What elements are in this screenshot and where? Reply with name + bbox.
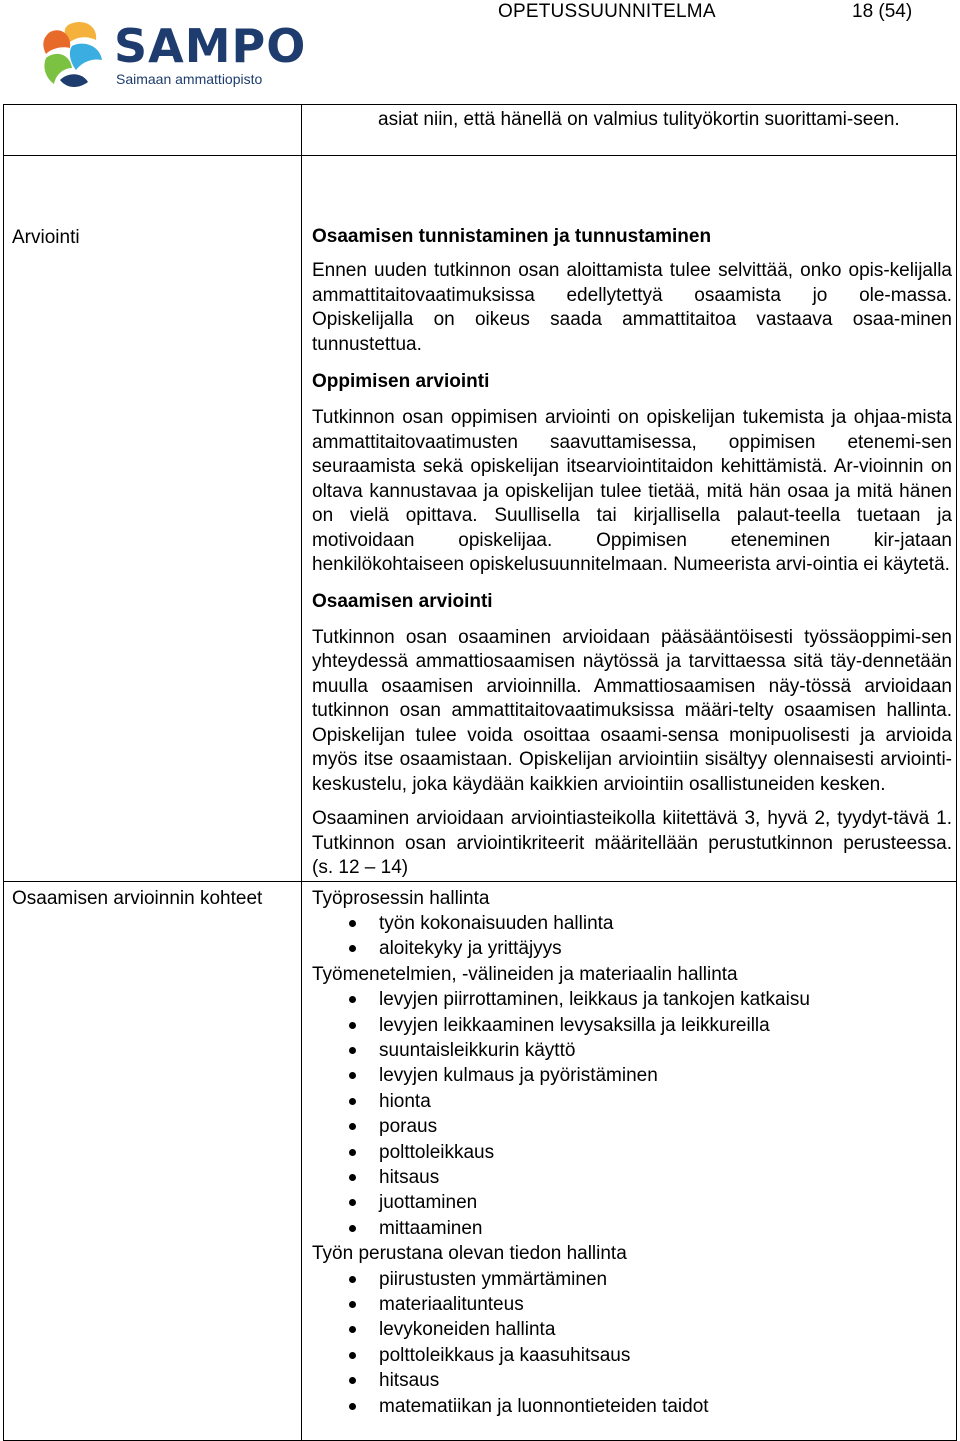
section-heading: Osaamisen tunnistaminen ja tunnustaminen [312,226,712,247]
section-paragraph: Ennen uuden tutkinnon osan aloittamista tulee selvittää, onko opis-kelijalla ammattitaitovaatimuksissa edellytettyä osaamista jo ole-massa. Opiskelijalla on oikeus saada ammattitaitoa vastaava osaa-minen tunnustettua. [312,260,952,355]
bullet-icon [349,1377,356,1384]
list-item: matematiikan ja luonnontieteiden taidot [312,1394,952,1419]
bullet-icon [349,1098,356,1105]
logo-subtitle: Saimaan ammattiopisto [116,71,263,87]
section-paragraph: Tutkinnon osan osaaminen arvioidaan pääsääntöisesti työssäoppimi-sen yhteydessä ammattiosaamisen näytössä ja tarvittaessa sitä täy-dennetään muulla osaamisen arvioinnilla. Ammattiosaamisen näy-tössä arvioidaan tutkinnon osan ammattitaitovaatimuksissa määri-telty osaamisen hallinta. Opiskelijan tulee voida osoittaa osaami-sensa monipuolisesti ja arvioida myös itse osaamistaan. Opiskelijan arviointiin sisältyy olennaisesti arviointi-keskustelu, joka käydään kaikkien arviointiin osallistuneiden kesken. [312,626,952,795]
list-item: suuntaisleikkurin käyttö [312,1038,952,1063]
bullet-icon [349,1123,356,1130]
table-row [4,881,957,1440]
bullet-icon [349,1403,356,1410]
bullet-icon [349,1352,356,1359]
list-item: juottaminen [312,1190,952,1215]
logo-mark-icon [40,18,110,92]
section-heading: Osaamisen arviointi [312,590,493,612]
row-label-cell [4,156,302,882]
bullet-icon [349,920,356,927]
group-title: Työprosessin hallinta [312,887,490,909]
list-item: mittaaminen [312,1216,952,1241]
list-item: hitsaus [312,1165,952,1190]
sampo-logo [40,16,310,92]
list-item: aloitekyky ja yrittäjyys [312,936,952,961]
list-item: levyjen piirrottaminen, leikkaus ja tankojen katkaisu [312,987,952,1012]
table-row [4,156,957,882]
document-title: OPETUSSUUNNITELMA [498,1,716,22]
bullet-icon [349,996,356,1003]
bullet-icon [349,1199,356,1206]
bullet-icon [349,1326,356,1333]
list-item: levyjen leikkaaminen levysaksilla ja leikkureilla [312,1013,952,1038]
bullet-icon [349,1225,356,1232]
row-label-cell [4,881,302,1440]
bullet-icon [349,1072,356,1079]
bullet-list [312,911,952,962]
section-heading: Oppimisen arviointi [312,371,490,392]
list-item: työn kokonaisuuden hallinta [312,911,952,936]
group-title: Työn perustana olevan tiedon hallinta [312,1243,627,1265]
bullet-icon [349,1022,356,1029]
logo-wordmark: SAMPO [114,19,307,73]
bullet-list [312,987,952,1241]
list-item: levyjen kulmaus ja pyöristäminen [312,1063,952,1088]
table-row [4,105,957,156]
list-item: hitsaus [312,1368,952,1393]
curriculum-table [3,104,957,1441]
row-content-cell [302,881,957,1440]
list-item: piirustusten ymmärtäminen [312,1267,952,1292]
continued-text: asiat niin, että hänellä on valmius tulityökortin suorittami-seen. [378,109,900,130]
bullet-icon [349,1276,356,1283]
list-item: polttoleikkaus [312,1140,952,1165]
row-label-kohteet: Osaamisen arvioinnin kohteet [12,887,263,909]
row-label-cell [4,105,302,156]
section-paragraph: Osaaminen arvioidaan arviointiasteikolla kiitettävä 3, hyvä 2, tyydyt-tävä 1. Tutkinnon osan arviointikriteerit määritellään perustutkinnon perusteessa. (s. 12 – 14) [312,808,952,878]
bullet-list [312,1267,952,1419]
bullet-icon [349,1301,356,1308]
bullet-icon [349,1174,356,1181]
bullet-icon [349,945,356,952]
page-number: 18 (54) [852,1,913,22]
list-item: poraus [312,1114,952,1139]
bullet-icon [349,1047,356,1054]
list-item: levykoneiden hallinta [312,1317,952,1342]
row-label-arviointi: Arviointi [12,227,80,248]
list-item: materiaalitunteus [312,1292,952,1317]
section-paragraph: Tutkinnon osan oppimisen arviointi on opiskelijan tukemista ja ohjaa-mista ammattitaitovaatimusten saavuttamisessa, oppimisen etenemi-sen seuraamista sekä opiskelijan itsearviointitaidon kehittämistä. Ar-vioinnin on oltava kannustavaa ja opiskelijan tulee tietää, mitä hän osaa ja mitä hänen on vielä opittava. Suullisella tai kirjallisella palaut-teella tuetaan ja motivoidaan opiskelijaa. Oppimisen eteneminen kir-jataan henkilökohtaiseen opiskelusuunnitelmaan. Numeerista arvi-ointia ei käytetä. [312,407,952,575]
list-item: polttoleikkaus ja kaasuhitsaus [312,1343,952,1368]
bullet-icon [349,1149,356,1156]
row-content-cell [302,105,957,156]
list-item: hionta [312,1089,952,1114]
group-title: Työmenetelmien, -välineiden ja materiaalin hallinta [312,963,738,985]
row-content-cell [302,156,957,882]
